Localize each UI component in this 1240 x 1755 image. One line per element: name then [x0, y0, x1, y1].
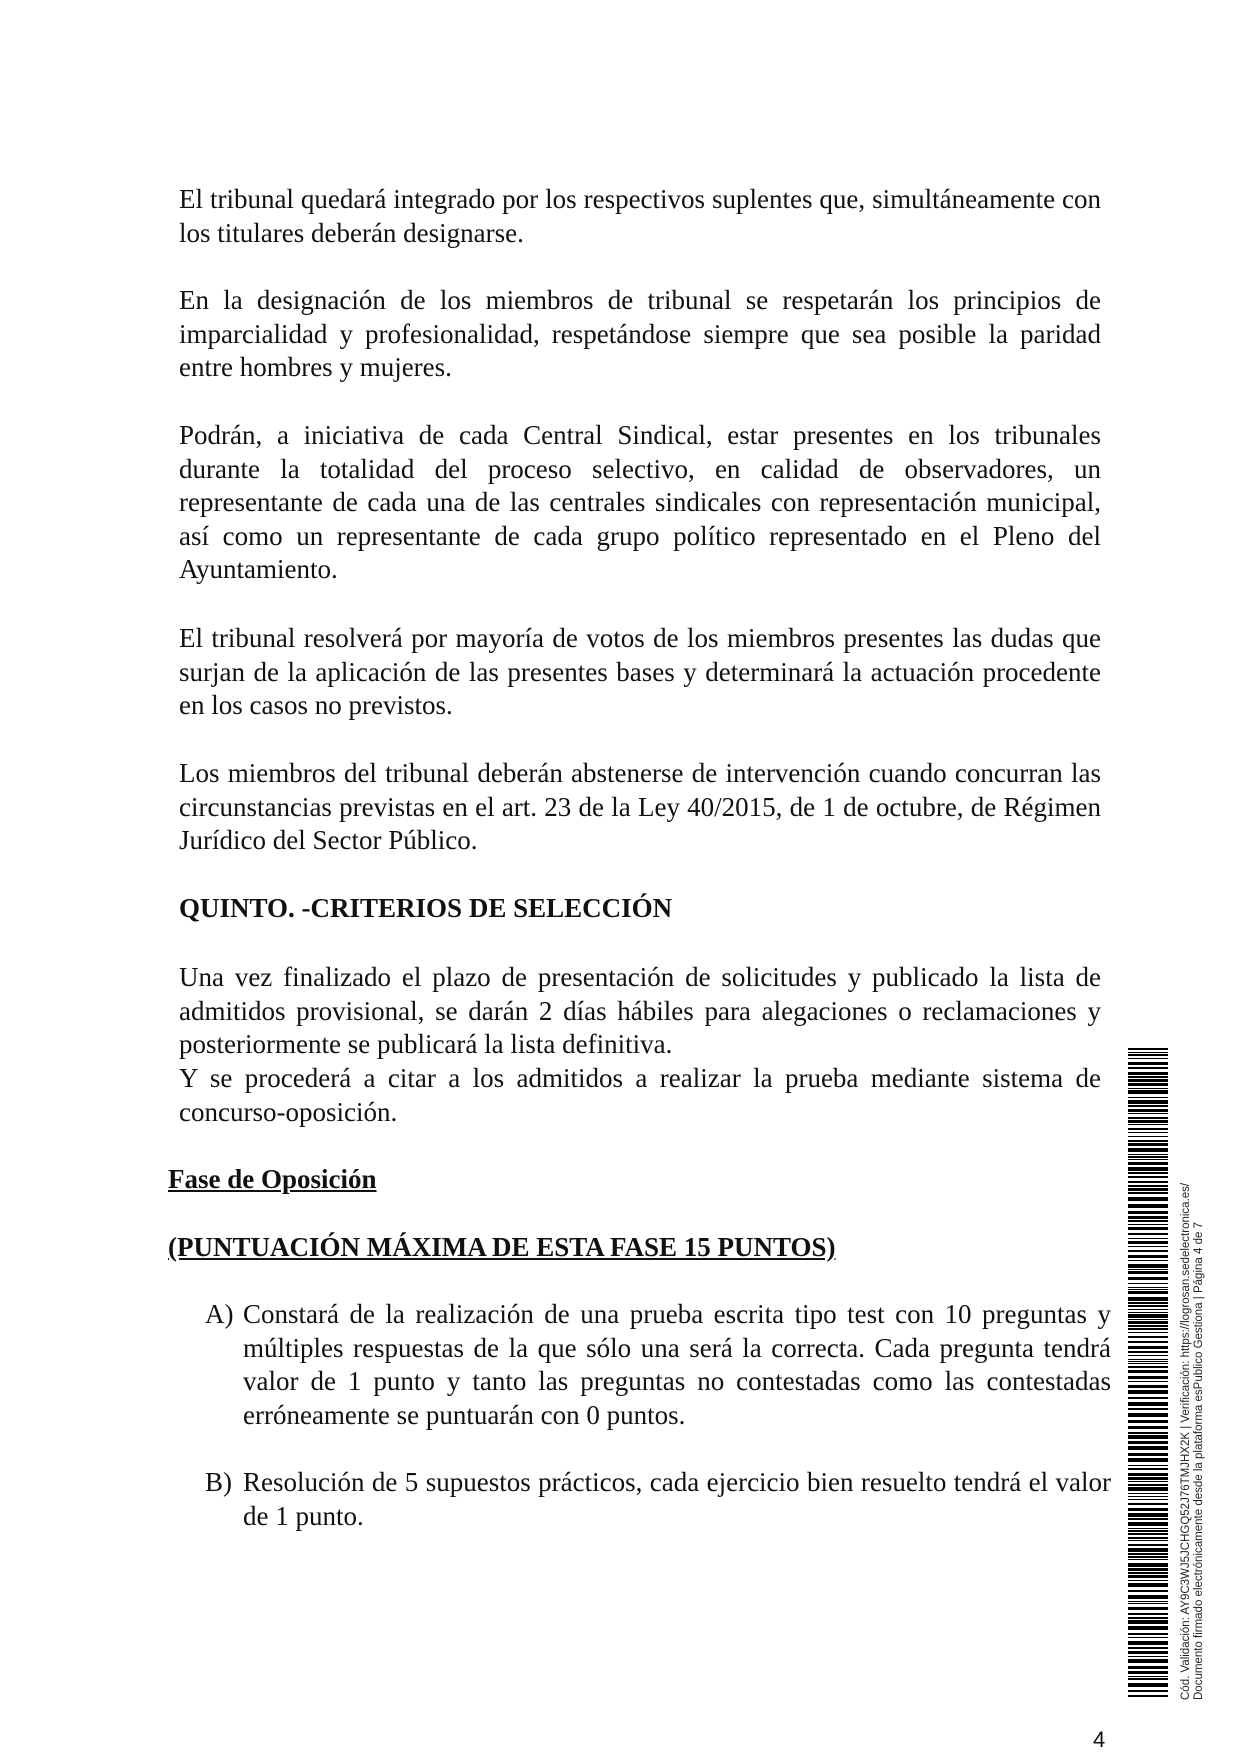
- validation-line: Cód. Validación: AY9C3WJ5JCHGQ52J76TMJHX2K | Verificación: https://logrosan.sedelectronica.es/: [1180, 1182, 1192, 1700]
- barcode-bar: [1128, 1477, 1168, 1480]
- barcode-bar: [1128, 1453, 1168, 1456]
- barcode-bar: [1128, 1522, 1168, 1526]
- barcode-bar: [1128, 1124, 1168, 1125]
- barcode-bar: [1128, 1426, 1168, 1429]
- barcode-bar: [1128, 1341, 1168, 1343]
- barcode-bar: [1128, 1548, 1168, 1552]
- barcode-bar: [1128, 1088, 1168, 1089]
- barcode-bar: [1128, 1620, 1168, 1624]
- barcode-bar: [1128, 1269, 1168, 1270]
- barcode-bar: [1128, 1385, 1168, 1388]
- barcode-bar: [1128, 1363, 1168, 1364]
- barcode-bar: [1128, 1607, 1168, 1610]
- barcode-bar: [1128, 1181, 1168, 1183]
- barcode-bar: [1128, 1309, 1168, 1310]
- barcode-bar: [1128, 1346, 1168, 1349]
- barcode-bar: [1128, 1595, 1168, 1599]
- list-item-text: Constará de la realización de una prueba escrita tipo test con 10 preguntas y múltiples respuestas de la que sólo una será la correcta. Cada pregunta tendrá valor de 1 punto y tanto las preguntas no contestadas como las contestadas erróneamente se puntuarán con 0 puntos.: [243, 1299, 1111, 1430]
- barcode-bar: [1128, 1366, 1168, 1368]
- barcode-bar: [1128, 1113, 1168, 1114]
- barcode-bar: [1128, 1481, 1168, 1482]
- barcode-bar: [1128, 1508, 1168, 1511]
- paragraph-citacion: Y se procederá a citar a los admitidos a realizar la prueba mediante sistema de concurso-oposición.: [179, 1063, 1101, 1127]
- barcode-bar: [1128, 1224, 1168, 1225]
- barcode-bar: [1128, 1076, 1168, 1078]
- barcode-bar: [1128, 1255, 1168, 1258]
- barcode-bar: [1128, 1246, 1168, 1247]
- barcode-bar: [1128, 1381, 1168, 1382]
- barcode-bar: [1128, 1260, 1168, 1261]
- barcode: [1128, 1048, 1168, 1700]
- barcode-bar: [1128, 1325, 1168, 1327]
- barcode-bar: [1128, 1297, 1168, 1301]
- barcode-bar: [1128, 1553, 1168, 1555]
- barcode-bar: [1128, 1192, 1168, 1194]
- paragraph-abstencion: Los miembros del tribunal deberán abstenerse de intervención cuando concurran las circunstancias previstas en el art. 23 de la Ley 40/2015, de 1 de octubre, de Régimen Jurídico del Sector Público.: [179, 758, 1101, 856]
- barcode-bar: [1128, 1361, 1168, 1362]
- barcode-bar: [1128, 1544, 1168, 1546]
- barcode-bar: [1128, 1659, 1168, 1663]
- barcode-bar: [1128, 1172, 1168, 1174]
- barcode-bar: [1128, 1143, 1168, 1146]
- barcode-bar: [1128, 1528, 1168, 1529]
- barcode-bar: [1128, 1647, 1168, 1649]
- barcode-bar: [1128, 1241, 1168, 1244]
- barcode-bar: [1128, 1465, 1168, 1466]
- barcode-bar: [1128, 1216, 1168, 1219]
- list-item: [205, 1298, 1111, 1432]
- barcode-bar: [1128, 1376, 1168, 1379]
- barcode-bar: [1128, 1250, 1168, 1252]
- barcode-bar: [1128, 1148, 1168, 1152]
- barcode-bar: [1128, 1105, 1168, 1107]
- barcode-bar: [1128, 1097, 1168, 1098]
- barcode-bar: [1128, 1052, 1168, 1053]
- barcode-bar: [1128, 1054, 1168, 1056]
- barcode-bar: [1128, 1626, 1168, 1630]
- barcode-bar: [1128, 1332, 1168, 1333]
- barcode-bar: [1128, 1058, 1168, 1059]
- barcode-bar: [1128, 1408, 1168, 1410]
- barcode-bar: [1128, 1162, 1168, 1165]
- barcode-bar: [1128, 1678, 1168, 1680]
- barcode-bar: [1128, 1264, 1168, 1268]
- barcode-bar: [1128, 1537, 1168, 1539]
- barcode-bar: [1128, 1656, 1168, 1657]
- barcode-bar: [1128, 1590, 1168, 1592]
- barcode-bar: [1128, 1458, 1168, 1462]
- page-number: 4: [1093, 1727, 1106, 1752]
- barcode-bar: [1128, 1154, 1168, 1155]
- barcode-bar: [1128, 1397, 1168, 1399]
- barcode-bar: [1128, 1556, 1168, 1558]
- barcode-bar: [1128, 1359, 1168, 1360]
- barcode-bar: [1128, 1513, 1168, 1517]
- barcode-bar: [1128, 1499, 1168, 1500]
- section-heading: QUINTO. -CRITERIOS DE SELECCIÓN: [179, 893, 673, 923]
- barcode-bar: [1128, 1302, 1168, 1304]
- list-item: [205, 1466, 1111, 1533]
- phase-title: Fase de Oposición: [168, 1164, 377, 1194]
- barcode-bar: [1128, 1484, 1168, 1486]
- barcode-bar: [1128, 1227, 1168, 1230]
- barcode-bar: [1128, 1563, 1168, 1567]
- barcode-bar: [1128, 1083, 1168, 1086]
- barcode-bar: [1128, 1583, 1168, 1587]
- barcode-bar: [1128, 1690, 1168, 1692]
- barcode-bar: [1128, 1156, 1168, 1158]
- barcode-bar: [1128, 1351, 1168, 1353]
- barcode-bar: [1128, 1641, 1168, 1645]
- barcode-bar: [1128, 1559, 1168, 1560]
- barcode-bar: [1128, 1671, 1168, 1674]
- barcode-bar: [1128, 1435, 1168, 1439]
- list-marker: A): [205, 1299, 234, 1329]
- paragraph-central-sindical: Podrán, a iniciativa de cada Central Sindical, estar presentes en los tribunales durante la totalidad del proceso selectivo, en calidad de observadores, un representante de cada una de las centrales sindicales con representación municipal, así como un representante de cada grupo político representado en el Pleno del Ayuntamiento.: [179, 420, 1101, 585]
- barcode-bar: [1128, 1540, 1168, 1541]
- barcode-bar: [1128, 1493, 1168, 1494]
- barcode-bar: [1128, 1468, 1168, 1470]
- barcode-bar: [1128, 1197, 1168, 1201]
- barcode-bar: [1128, 1289, 1168, 1290]
- barcode-bar: [1128, 1204, 1168, 1208]
- barcode-bar: [1128, 1072, 1168, 1075]
- barcode-bar: [1128, 1496, 1168, 1497]
- phase-max-score: (PUNTUACIÓN MÁXIMA DE ESTA FASE 15 PUNTOS): [168, 1232, 836, 1262]
- barcode-bar: [1128, 1291, 1168, 1294]
- barcode-bar: [1128, 1109, 1168, 1112]
- paragraph-resolucion-tribunal: El tribunal resolverá por mayoría de votos de los miembros presentes las dudas que surjan de la aplicación de las presentes bases y determinará la actuación procedente en los casos no previstos.: [179, 623, 1101, 721]
- barcode-bar: [1128, 1666, 1168, 1669]
- barcode-bar: [1128, 1319, 1168, 1320]
- barcode-bar: [1128, 1120, 1168, 1123]
- barcode-bar: [1128, 1305, 1168, 1307]
- barcode-bar: [1128, 1176, 1168, 1178]
- barcode-bar: [1128, 1136, 1168, 1137]
- validation-sidebar: [1128, 1048, 1205, 1700]
- barcode-bar: [1128, 1676, 1168, 1677]
- barcode-bar: [1128, 1287, 1168, 1288]
- barcode-bar: [1128, 1132, 1168, 1133]
- barcode-bar: [1128, 1355, 1168, 1356]
- validation-text: [1180, 1183, 1206, 1700]
- barcode-bar: [1128, 1233, 1168, 1235]
- barcode-bar: [1128, 1572, 1168, 1574]
- barcode-bar: [1128, 1321, 1168, 1324]
- barcode-bar: [1128, 1580, 1168, 1581]
- barcode-bar: [1128, 1220, 1168, 1222]
- barcode-bar: [1128, 1637, 1168, 1638]
- barcode-bar: [1128, 1370, 1168, 1373]
- barcode-bar: [1128, 1518, 1168, 1520]
- barcode-bar: [1128, 1413, 1168, 1417]
- barcode-bar: [1128, 1530, 1168, 1532]
- barcode-bar: [1128, 1617, 1168, 1619]
- barcode-bar: [1128, 1503, 1168, 1505]
- barcode-bar: [1128, 1633, 1168, 1635]
- paragraph-designacion-miembros: En la designación de los miembros de tribunal se respetarán los principios de imparcialidad y profesionalidad, respetándose siempre que sea posible la paridad entre hombres y mujeres.: [179, 285, 1101, 383]
- barcode-bar: [1128, 1441, 1168, 1444]
- barcode-bar: [1128, 1695, 1168, 1697]
- barcode-bar: [1128, 1090, 1168, 1094]
- barcode-bar: [1128, 1487, 1168, 1491]
- barcode-bar: [1128, 1048, 1168, 1050]
- paragraph-tribunal-suplentes: El tribunal quedará integrado por los respectivos suplentes que, simultáneamente con los titulares deberán designarse.: [179, 184, 1101, 248]
- barcode-bar: [1128, 1117, 1168, 1119]
- barcode-bar: [1128, 1079, 1168, 1082]
- barcode-bar: [1128, 1283, 1168, 1284]
- barcode-bar: [1128, 1211, 1168, 1214]
- barcode-bar: [1128, 1328, 1168, 1330]
- barcode-bar: [1128, 1062, 1168, 1065]
- barcode-bar: [1128, 1603, 1168, 1604]
- barcode-bar: [1128, 1613, 1168, 1615]
- barcode-bar: [1128, 1067, 1168, 1069]
- barcode-bar: [1128, 1185, 1168, 1187]
- barcode-bar: [1128, 1601, 1168, 1602]
- barcode-bar: [1128, 1277, 1168, 1280]
- barcode-bar: [1128, 1568, 1168, 1571]
- barcode-bar: [1128, 1533, 1168, 1535]
- barcode-bar: [1128, 1312, 1168, 1313]
- barcode-bar: [1128, 1575, 1168, 1578]
- barcode-bar: [1128, 1271, 1168, 1274]
- list-marker: B): [205, 1467, 232, 1497]
- list-item-text: Resolución de 5 supuestos prácticos, cada ejercicio bien resuelto tendrá el valor de 1 punto.: [243, 1467, 1111, 1531]
- barcode-bar: [1128, 1473, 1168, 1476]
- barcode-bar: [1128, 1140, 1168, 1142]
- barcode-bar: [1128, 1314, 1168, 1318]
- barcode-bar: [1128, 1651, 1168, 1654]
- barcode-bar: [1128, 1432, 1168, 1434]
- barcode-bar: [1128, 1402, 1168, 1406]
- paragraph-plazo-presentacion: Una vez finalizado el plazo de presentación de solicitudes y publicado la lista de admitidos provisional, se darán 2 días hábiles para alegaciones o reclamaciones y posteriormente se publicará la lista definitiva.: [179, 962, 1101, 1060]
- barcode-bar: [1128, 1390, 1168, 1394]
- barcode-bar: [1128, 1100, 1168, 1104]
- barcode-bar: [1128, 1446, 1168, 1450]
- barcode-bar: [1128, 1128, 1168, 1130]
- barcode-bar: [1128, 1167, 1168, 1171]
- barcode-bar: [1128, 1159, 1168, 1160]
- barcode-bar: [1128, 1683, 1168, 1687]
- barcode-bar: [1128, 1336, 1168, 1338]
- validation-line: Documento firmado electrónicamente desde la plataforma esPublico Gestiona | Página 4 de 7: [1193, 1222, 1205, 1700]
- barcode-bar: [1128, 1188, 1168, 1191]
- barcode-bar: [1128, 1420, 1168, 1423]
- barcode-bar: [1128, 1238, 1168, 1239]
